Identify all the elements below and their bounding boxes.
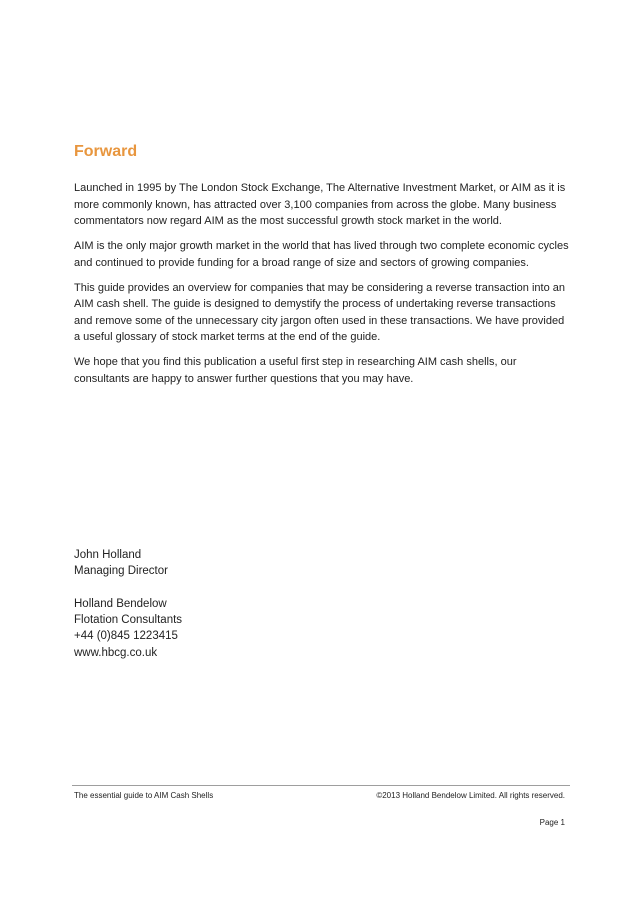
company-division: Flotation Consultants	[74, 614, 183, 627]
signature-spacer	[74, 580, 182, 596]
paragraph: We hope that you find this publication a useful first step in researching AIM cash shells, our consultants are happy to answer further questions that you may have.	[74, 356, 517, 385]
body-text	[74, 180, 569, 396]
website-link[interactable]: www.hbcg.co.uk	[74, 646, 158, 659]
paragraph: Launched in 1995 by The London Stock Exchange, The Alternative Investment Market, or AIM as it is more commonly known, has attracted over 3,100 companies from across the globe. Many business commentators now regard AIM as the most successful growth stock market in the world.	[74, 182, 566, 227]
paragraph: AIM is the only major growth market in the world that has lived through two complete economic cycles and continued to provide funding for a broad range of size and sectors of growing companies.	[74, 240, 569, 269]
signature-block	[74, 547, 182, 661]
paragraph: This guide provides an overview for companies that may be considering a reverse transaction into an AIM cash shell. The guide is designed to demystify the process of undertaking reverse transactions and remove some of the unnecessary city jargon often used in these transactions. We have provided a useful glossary of stock market terms at the end of the guide.	[74, 281, 565, 343]
section-heading: Forward	[74, 143, 138, 160]
phone-number: +44 (0)845 1223415	[74, 630, 178, 643]
footer-divider	[72, 785, 570, 786]
footer-title: The essential guide to AIM Cash Shells	[74, 791, 214, 800]
signatory-name: John Holland	[74, 549, 142, 561]
footer-copyright: ©2013 Holland Bendelow Limited. All rights reserved.	[376, 791, 565, 800]
page-number: Page 1	[539, 818, 565, 827]
company-name: Holland Bendelow	[74, 597, 167, 610]
signatory-title: Managing Director	[74, 565, 168, 578]
